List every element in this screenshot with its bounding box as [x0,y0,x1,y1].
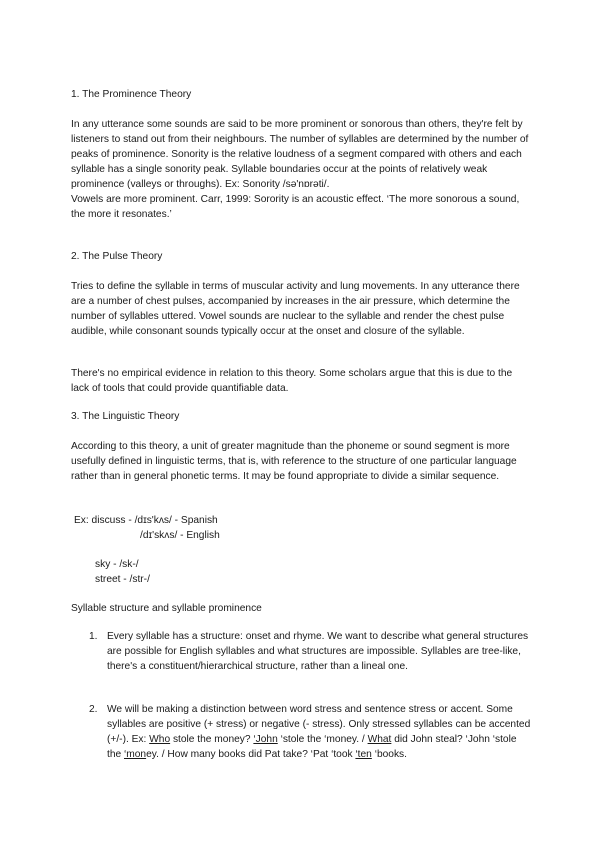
list-item-text-part: did John steal? ‘John ‘stole the [107,734,517,760]
list-item-number: 1. [89,631,98,642]
underlined-word: ‘mon [124,749,147,760]
underlined-word: ‘ten [355,749,372,760]
example-block [74,513,474,543]
section-2-title: 2. The Pulse Theory [71,251,163,262]
section-2-body [71,279,531,339]
list-item-text-part: ey. / How many books did Pat take? ‘Pat ‘took [146,749,356,760]
cluster-examples [95,557,150,587]
structure-list [71,629,531,674]
list-item-number: 2. [89,704,98,715]
list-item-text-part: stole the money? [170,734,254,745]
section-3-title: 3. The Linguistic Theory [71,411,180,422]
section-1-title: 1. The Prominence Theory [71,89,192,100]
list-item-text: Every syllable has a structure: onset and rhyme. We want to describe what general structures are possible for English syllables and what structures are impossible. Syllables are tree-like, there's a constituent/hierarchical structure, rather than a lineal one. [107,631,529,672]
example-line-spanish: Ex: discuss - /dɪs'kʌs/ - Spanish [74,515,218,526]
section-3-paragraph: According to this theory, a unit of greater magnitude than the phoneme or sound segment is more usefully defined in linguistic terms, that is, with reference to the structure of one particular language rather than in general phonetic terms. It may be found appropriate to divide a similar sequence. [71,441,517,482]
list-item [71,702,531,762]
section-1-paragraph-2: Vowels are more prominent. Carr, 1999: Sorority is an acoustic effect. ‘The more sonorous a sound, the more it resonates.’ [71,194,520,220]
underlined-word: Who [149,734,171,745]
structure-list-2 [71,702,531,762]
section-1-body [71,117,531,222]
section-2-paragraph-2: There's no empirical evidence in relation to this theory. Some scholars argue that this is due to the lack of tools that could provide quantifiable data. [71,368,513,394]
list-item-text-part: We will be making a distinction between word stress and sentence stress or accent. Some syllables are positive (+ stress) or negative (- stress). Only stressed syllables can be accented (+/-). Ex: [107,704,531,745]
example-sky: sky - /sk-/ [95,559,139,570]
section-1-paragraph: In any utterance some sounds are said to be more prominent or sonorous than others, they're felt by listeners to stand out from their neighbours. The number of syllables are determined by the number of peaks of prominence. Sonority is the relative loudness of a segment compared with others and each syllable has a single sonority peak. Syllable boundaries occur at the points of relatively weak prominence (valleys or throughs). Ex: Sonority /sə'nɒrəti/. [71,119,529,190]
list-item-text-part: ‘stole the ‘money. / [277,734,368,745]
example-line-english: /dɪ'skʌs/ - English [140,530,220,541]
underlined-word: ‘John [253,734,278,745]
section-2-paragraph: Tries to define the syllable in terms of muscular activity and lung movements. In any utterance there are a number of chest pulses, accompanied by increases in the air pressure, which determine the number of syllables uttered. Vowel sounds are nuclear to the syllable and render the chest pulse audible, while consonant sounds typically occur at the onset and closure of the syllable. [71,281,520,337]
underlined-word: What [367,734,392,745]
section-3-body [71,439,531,484]
list-item [71,629,531,674]
list-item-text-part: ‘books. [371,749,407,760]
section-2-body-2 [71,366,531,396]
example-street: street - /str-/ [95,574,150,585]
structure-title: Syllable structure and syllable prominence [71,603,262,614]
